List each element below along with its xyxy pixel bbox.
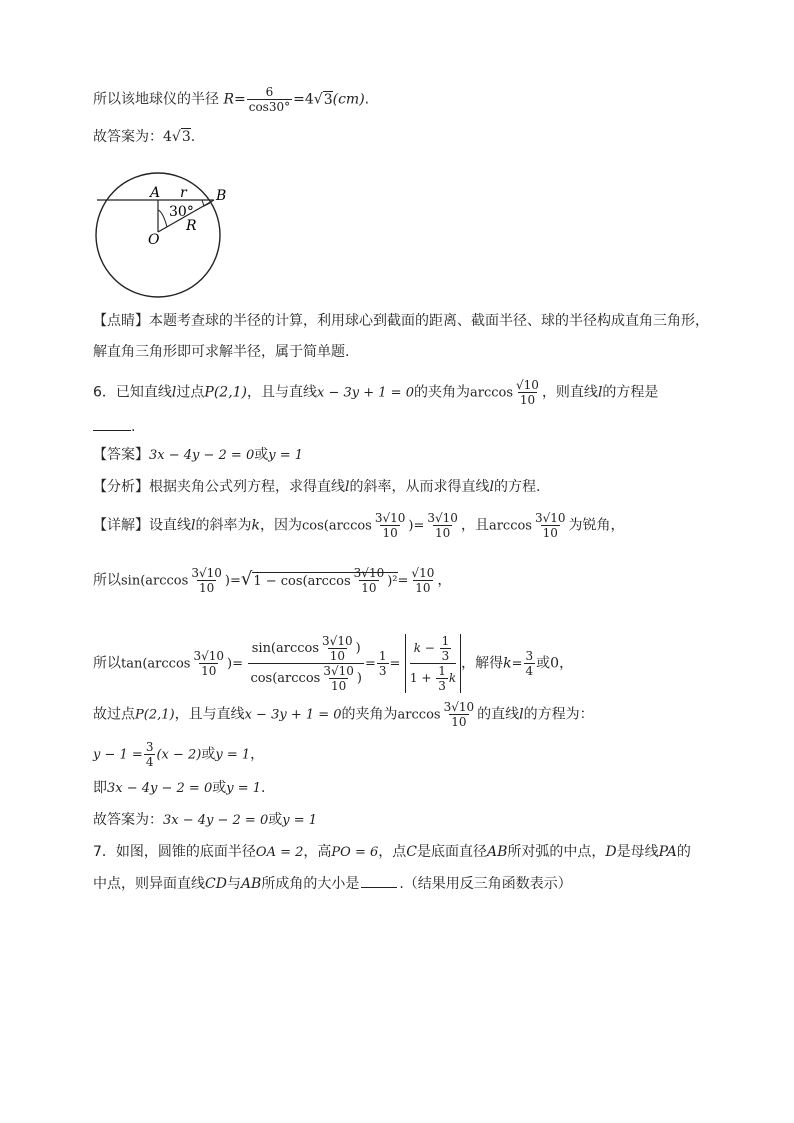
fraction	[409, 566, 436, 595]
math-expr: 1 +	[409, 671, 436, 685]
answer-blank[interactable]	[93, 416, 131, 431]
math-expr: OA = 2	[255, 845, 304, 860]
math-eq: =	[389, 656, 401, 672]
answer-blank[interactable]	[361, 873, 397, 888]
math-fn: arccos	[469, 385, 514, 401]
section-tag: 【点睛】	[93, 313, 149, 329]
frac-num: 3√10	[322, 634, 353, 648]
frac-num: 3	[145, 740, 154, 754]
math-fn: tan(arccos	[121, 656, 191, 672]
math-point: P(2,1)	[135, 707, 175, 723]
frac-den: cos30°	[248, 100, 291, 114]
fraction	[320, 634, 355, 663]
fraction	[373, 511, 408, 540]
math-eq: =	[413, 518, 425, 534]
text: 或	[201, 746, 216, 763]
sqrt-arg: 3	[323, 91, 333, 108]
frac-num: 3	[525, 649, 534, 663]
detail-line	[93, 511, 625, 540]
label-O: O	[148, 232, 160, 248]
sin-line: 所以sin(arccos $\frac{3√10}{10}$ )=√1 − cos(arccos $\frac{3√10}{10}$ )²= $\frac{√10}{10}$ ，	[93, 566, 452, 595]
math-var: PA	[658, 844, 677, 860]
math-var: C	[406, 844, 417, 860]
frac-den	[248, 663, 364, 693]
math-expr: PO = 6	[331, 845, 379, 860]
label-A: A	[150, 185, 161, 201]
math-var: l	[519, 706, 524, 723]
math-fn: sin(arccos	[251, 641, 320, 656]
text: 的斜率，从而求得直线	[349, 479, 490, 495]
frac-num: √10	[411, 566, 435, 580]
label-R: R	[186, 218, 197, 234]
text: 即	[93, 780, 107, 796]
unit: (cm)	[332, 91, 365, 108]
fraction	[442, 700, 477, 729]
frac-den: 10	[382, 526, 398, 540]
label-B: B	[216, 188, 227, 204]
fraction	[514, 378, 541, 407]
math-var: l	[191, 517, 196, 534]
fraction	[377, 649, 389, 678]
label-r: r	[180, 185, 187, 201]
text: 过点	[176, 384, 205, 401]
sqrt-group	[252, 566, 398, 595]
text: 或	[536, 655, 551, 672]
frac-num: 3√10	[353, 566, 385, 580]
sin-over-cos-fraction	[248, 634, 364, 693]
text: ，解得	[461, 655, 504, 672]
text: 的	[676, 844, 691, 860]
frac-num: 3√10	[534, 511, 566, 525]
math-expr: (x − 2)	[156, 747, 202, 763]
text: 或	[268, 812, 283, 828]
radius-result-line: 所以该地球仪的半径 R= $\frac{6}{\cos 30^\circ}$ =4√3(cm).	[93, 85, 370, 114]
frac-num: 1	[378, 649, 387, 663]
math-var: l	[489, 479, 494, 495]
math-eq: y = 1	[282, 813, 318, 828]
answer-line	[93, 445, 303, 466]
question-7-line-2	[93, 873, 572, 894]
math-expr: y − 1 =	[93, 747, 143, 763]
question-6-blank	[93, 416, 135, 437]
math-var: D	[605, 844, 617, 860]
result-line	[93, 778, 265, 799]
math-fn: 1 − cos(arccos	[253, 573, 351, 589]
frac-num: 6	[265, 85, 274, 99]
text: ，则直线	[541, 384, 598, 401]
math-eq: 3x − 4y − 2 = 0	[107, 781, 213, 796]
text: 是底面直径	[416, 844, 487, 860]
abs-top	[414, 634, 453, 663]
frac-den: 10	[330, 679, 347, 693]
math-eq: =	[229, 573, 241, 589]
punct: .	[364, 91, 370, 108]
frac-den: 10	[435, 526, 451, 540]
text: 所以	[93, 655, 121, 672]
math-eq: =	[232, 656, 243, 672]
frac-num: 3√10	[427, 511, 458, 525]
fraction	[189, 566, 224, 595]
text: ，且与直线	[247, 384, 318, 401]
math-paren: )	[355, 641, 361, 656]
text: 本题考查球的半径的计算，利用球心到截面的距离、截面半径、球的半径构成直角三角形，	[149, 313, 709, 329]
frac-den: 10	[361, 581, 377, 595]
text: 的方程.	[493, 479, 541, 495]
math-eq: =	[293, 91, 305, 108]
frac-den: 10	[519, 393, 536, 407]
text: ，且与直线	[174, 706, 245, 723]
angle-arc	[158, 210, 167, 227]
text: .（结果用反三角函数表示）	[399, 876, 572, 892]
frac-den: 10	[542, 526, 558, 540]
math-point: P(2,1)	[204, 384, 248, 401]
math-paren: )²	[387, 573, 398, 589]
math-fn: sin(arccos	[121, 573, 189, 589]
fraction	[144, 740, 156, 769]
frac-num: 3√10	[323, 664, 354, 678]
text: 中点，则异面直线	[93, 876, 205, 892]
fraction	[524, 649, 536, 678]
section-tag: 【详解】	[93, 517, 149, 534]
frac-den: 10	[198, 581, 215, 595]
math-eq: y = 1	[226, 781, 262, 796]
section-tag: 【分析】	[93, 479, 149, 495]
math-line: x − 3y + 1 = 0	[244, 707, 342, 723]
text: 的方程是	[602, 384, 659, 401]
abs-bot	[410, 664, 456, 693]
dianjing-line-2	[93, 342, 349, 362]
frac-num: 1	[438, 664, 446, 678]
math-var: k	[251, 517, 260, 534]
math-var: k	[503, 655, 512, 672]
frac-den: 10	[329, 649, 345, 663]
math-eq: =	[234, 91, 246, 108]
text: ，高	[303, 844, 332, 860]
frac-den: 4	[525, 664, 534, 678]
math-paren: )	[224, 573, 230, 589]
equation-line	[93, 740, 264, 769]
math-var: l	[171, 384, 177, 401]
text: 与	[226, 876, 241, 892]
text: 为锐角，	[568, 517, 625, 534]
math-var: AB	[486, 844, 508, 860]
fraction	[425, 511, 460, 540]
text: 故过点	[93, 706, 135, 723]
fraction	[436, 664, 448, 693]
math-coef: 4	[304, 91, 314, 108]
fraction	[533, 511, 568, 540]
text: 所对弧的中点，	[507, 844, 606, 860]
frac-den: 4	[145, 755, 154, 769]
sphere-section-figure	[92, 170, 232, 300]
text: 设直线	[149, 517, 191, 534]
math-num: 0	[550, 655, 560, 672]
frac-num: 3√10	[374, 511, 406, 525]
text: 的斜率为	[195, 517, 252, 534]
math-eq: 3x − 4y − 2 = 0	[163, 813, 269, 828]
math-paren: )	[227, 656, 233, 672]
summary-line	[93, 700, 594, 729]
text: 或	[254, 447, 269, 463]
dianjing-line-1	[93, 311, 709, 331]
math-var: k	[448, 671, 457, 685]
fraction	[352, 566, 387, 595]
sqrt-arg: 3	[181, 129, 191, 145]
math-line: x − 3y + 1 = 0	[317, 385, 414, 401]
math-R: R	[223, 91, 234, 108]
math-paren: )	[408, 518, 414, 534]
label-angle: 30°	[169, 204, 194, 220]
final-answer-line	[93, 810, 317, 831]
text: 的方程为：	[523, 706, 594, 723]
text: 解直角三角形即可求解半径，属于简单题.	[93, 344, 350, 360]
frac-den: 3	[438, 679, 446, 693]
fraction	[440, 634, 452, 663]
text: 的直线	[477, 706, 520, 723]
question-6-line	[93, 378, 658, 407]
text: 6．已知直线	[93, 384, 172, 401]
answer-line-5: 故答案为：4√3.	[93, 129, 196, 145]
frac-den: 10	[201, 664, 217, 678]
math-coef: 4	[163, 129, 172, 145]
text: 故答案为：	[93, 812, 163, 828]
frac-den: 10	[451, 715, 467, 729]
frac-num: 1	[441, 634, 450, 648]
text: 所成角的大小是	[261, 876, 360, 892]
analysis-line	[93, 477, 540, 497]
text: ，且	[460, 517, 489, 534]
tan-line	[93, 634, 573, 693]
math-eq: =	[364, 656, 376, 672]
frac-num: √10	[516, 378, 539, 392]
fraction	[247, 85, 292, 114]
math-fn: arccos	[397, 707, 441, 723]
frac-num: 3√10	[191, 566, 222, 580]
math-eq: 3x − 4y − 2 = 0	[149, 448, 255, 463]
fraction	[191, 649, 226, 678]
math-fn: arccos	[488, 518, 532, 534]
text: 或	[212, 780, 227, 796]
frac-num: 3√10	[443, 700, 475, 714]
text: 是母线	[616, 844, 659, 860]
frac-num: 3√10	[193, 649, 225, 663]
section-tag: 【答案】	[93, 447, 149, 463]
text: 所以该地球仪的半径	[93, 91, 219, 108]
punct: ，	[559, 655, 574, 672]
math-var: l	[597, 384, 603, 401]
punct: .	[131, 419, 136, 435]
punct: ，	[437, 572, 452, 589]
math-eq: =	[397, 573, 409, 589]
frac-den: 10	[415, 581, 431, 595]
text: ，因为	[259, 517, 302, 534]
math-paren: )	[356, 671, 362, 686]
punct: .	[190, 129, 196, 145]
text: 的夹角为	[341, 706, 398, 723]
math-fn: cos(arccos	[250, 671, 321, 686]
frac-num	[250, 634, 363, 663]
fraction	[321, 664, 356, 693]
math-var: AB	[240, 876, 262, 892]
frac-den: 3	[441, 649, 450, 663]
math-expr: k −	[413, 641, 439, 655]
punct: ，	[250, 746, 265, 763]
math-fn: cos(arccos	[301, 518, 372, 534]
question-7-line-1	[93, 842, 691, 863]
text: 故答案为：	[93, 129, 163, 145]
math-eq: y = 1	[215, 747, 251, 763]
text: 的夹角为	[413, 384, 470, 401]
frac-den: 3	[378, 664, 387, 678]
text: 根据夹角公式列方程，求得直线	[149, 479, 345, 495]
math-eq: y = 1	[268, 448, 304, 463]
math-eq: =	[511, 656, 523, 672]
math-var: l	[345, 479, 350, 495]
text: ，点	[378, 844, 407, 860]
text: 所以	[93, 572, 121, 589]
abs-value-expression	[405, 634, 461, 693]
punct: .	[261, 780, 266, 796]
text: 7．如图，圆锥的底面半径	[93, 844, 256, 860]
math-var: CD	[205, 876, 227, 892]
